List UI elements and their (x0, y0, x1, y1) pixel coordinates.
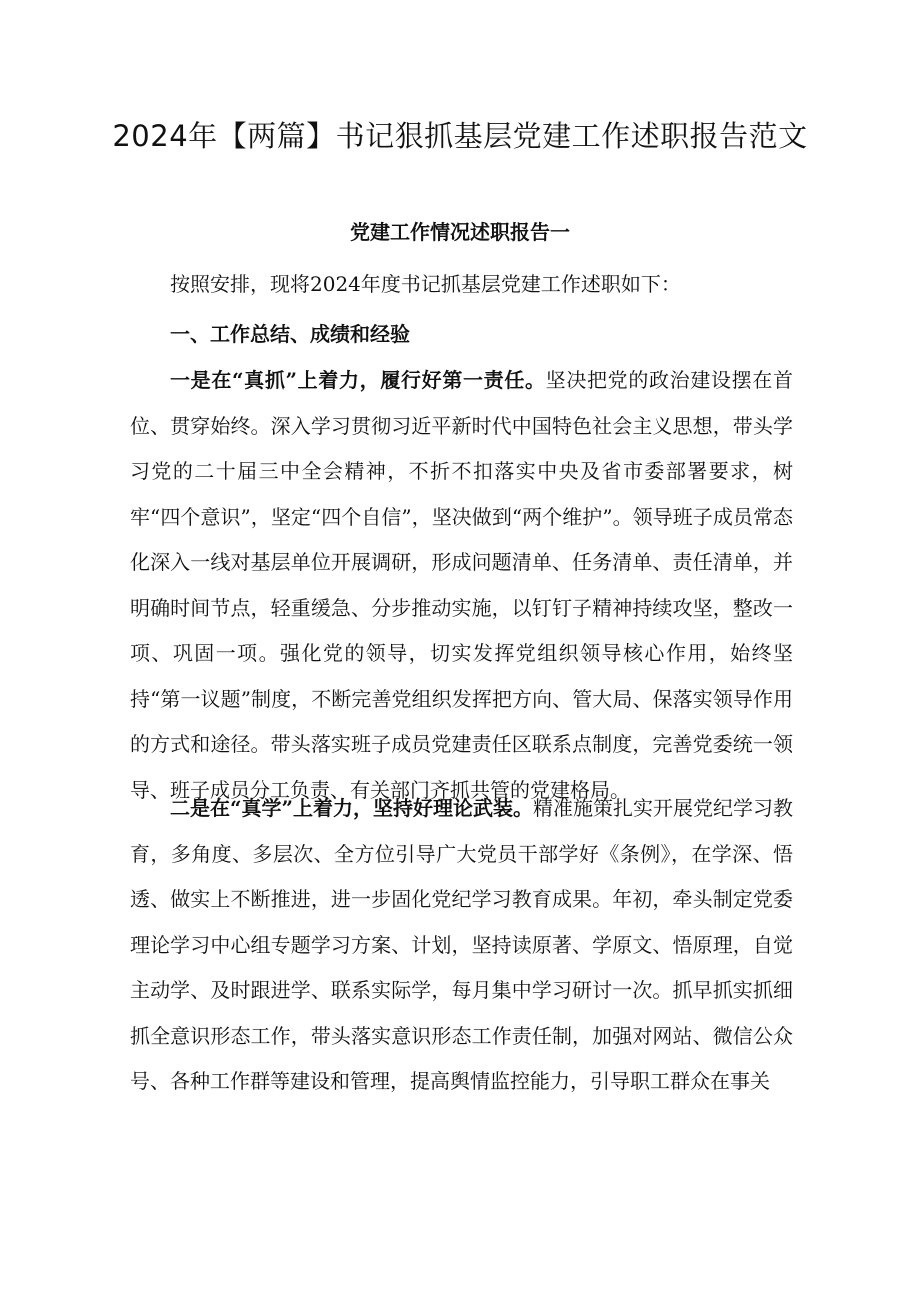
paragraph-body: 坚决把党的政治建设摆在首位、贯穿始终。深入学习贯彻习近平新时代中国特色社会主义思想，带头学习党的二十届三中全会精神，不折不扣落实中央及省市委部署要求，树牢“四个意识”，坚定“四个自信”，坚决做到“两个维护”。领导班子成员常态化深入一线对基层单位开展调研，形成问题清单、任务清单、责任清单，并明确时间节点，轻重缓急、分步推动实施，以钉钉子精神持续攻坚，整改一项、巩固一项。强化党的领导，切实发挥党组织领导核心作用，始终坚持“第一议题”制度，不断完善党组织发挥把方向、管大局、保落实领导作用的方式和途径。带头落实班子成员党建责任区联系点制度，完善党委统一领导、班子成员分工负责、有关部门齐抓共管的党建格局。 (130, 368, 793, 802)
heading-text: 一、工作总结、成绩和经验 (170, 322, 410, 346)
section-title: 党建工作情况述职报告一 (350, 220, 570, 244)
intro-text: 按照安排，现将2024年度书记抓基层党建工作述职如下： (170, 272, 681, 296)
paragraph-lead: 一是在“真抓”上着力，履行好第一责任。 (170, 368, 546, 392)
document-title: 2024年【两篇】书记狠抓基层党建工作述职报告范文 (112, 119, 808, 153)
heading-work-summary (130, 312, 793, 358)
paragraph-lead: 二是在“真学”上着力，坚持好理论武装。 (170, 796, 534, 820)
intro-paragraph (130, 262, 793, 308)
paragraph-body: 精准施策扎实开展党纪学习教育，多角度、多层次、全方位引导广大党员干部学好《条例》，在学深、悟透、做实上不断推进，进一步固化党纪学习教育成果。年初，牵头制定党委理论学习中心组专题学习方案、计划，坚持读原著、学原文、悟原理，自觉主动学、及时跟进学、联系实际学，每月集中学习研讨一次。抓早抓实抓细抓全意识形态工作，带头落实意识形态工作责任制，加强对网站、微信公众号、各种工作群等建设和管理，提高舆情监控能力，引导职工群众在事关 (130, 796, 794, 1093)
paragraph-1 (130, 358, 793, 813)
paragraph-2 (130, 786, 793, 1105)
